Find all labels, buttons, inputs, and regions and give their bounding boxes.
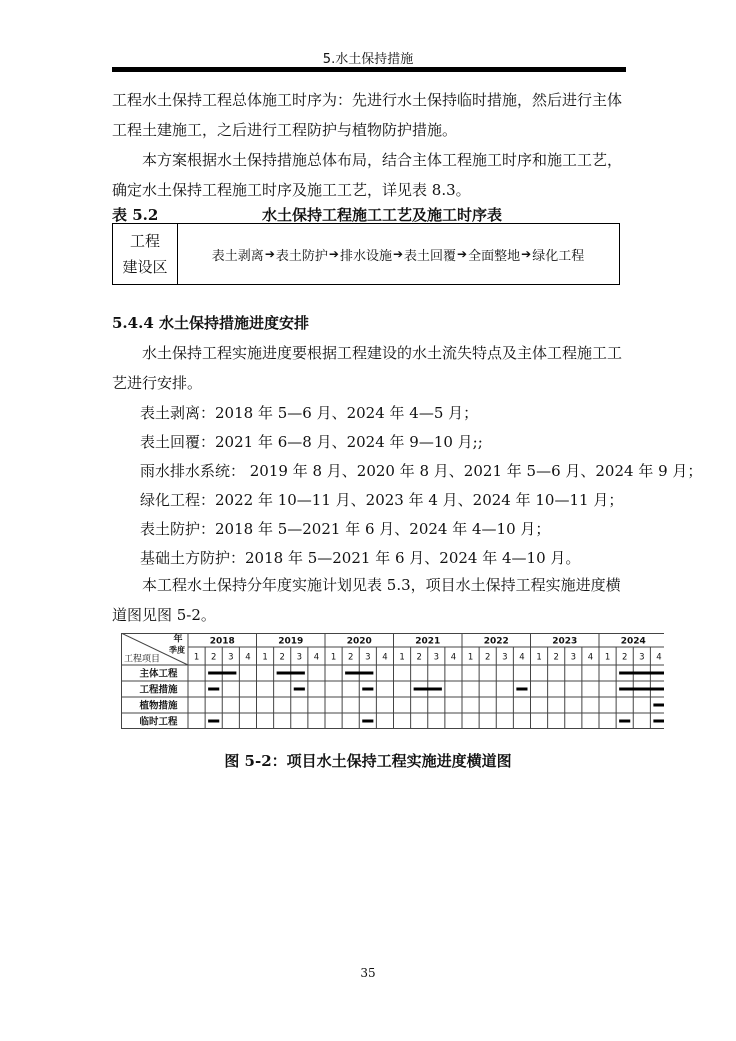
gantt-bar: [619, 672, 664, 675]
section-paragraph-2: 本工程水土保持分年度实施计划见表 5.3，项目水土保持工程实施进度横道图见图 5-2。: [112, 576, 621, 624]
figure-caption: 图 5-2：项目水土保持工程实施进度横道图: [224, 752, 512, 770]
gantt-quarter-label: 2: [210, 652, 217, 663]
gantt-year-label: 2021: [415, 636, 441, 647]
schedule-item: 雨水排水系统： 2019 年 8 月、2020 年 8 月、2021 年 5—6 月、2024 年 9 月；: [140, 462, 703, 480]
gantt-quarter-label: 4: [245, 652, 251, 663]
right-arrow-icon: ➔: [457, 247, 468, 261]
gantt-quarter-label: 2: [416, 652, 422, 663]
right-arrow-icon: ➔: [392, 247, 404, 261]
gantt-quarter-label: 3: [502, 652, 508, 663]
row-header-line-2: 建设区: [122, 258, 168, 276]
flow-step: 全面整地: [468, 248, 521, 264]
section-heading: 5.4.4 水土保持措施进度安排: [112, 314, 309, 332]
gantt-bar: [619, 688, 664, 691]
gantt-bar: [653, 704, 664, 707]
gantt-quarter-label: 2: [484, 652, 491, 663]
gantt-quarter-label: 2: [553, 652, 559, 663]
gantt-year-label: 2022: [483, 636, 509, 647]
gantt-corner-year-label: 年: [173, 634, 183, 645]
construction-sequence-table: [112, 223, 620, 285]
gantt-year-label: 2019: [278, 636, 304, 647]
gantt-bar: [653, 720, 664, 723]
gantt-quarter-label: 3: [570, 652, 577, 663]
gantt-bar: [294, 688, 305, 691]
schedule-item: 表土剥离：2018 年 5—6 月、2024 年 4—5 月；: [140, 404, 479, 422]
right-arrow-icon: ➔: [328, 247, 339, 261]
gantt-chart: [121, 633, 664, 737]
gantt-corner-quarter-label: 季度: [169, 645, 185, 655]
section-paragraph-1: 水土保持工程实施进度要根据工程建设的水土流失特点及主体工程施工工艺进行安排。: [112, 344, 623, 392]
flow-step: 表土剥离: [211, 248, 264, 264]
gantt-quarter-label: 4: [313, 652, 320, 663]
gantt-row-label: 工程措施: [139, 684, 178, 696]
gantt-row-label: 主体工程: [139, 668, 178, 680]
schedule-item: 绿化工程：2022 年 10—11 月、2023 年 4 月、2024 年 10—11 月；: [140, 491, 624, 509]
right-arrow-icon: ➔: [264, 247, 275, 261]
gantt-bar: [362, 688, 373, 691]
gantt-quarter-label: 4: [450, 652, 457, 663]
gantt-year-label: 2023: [552, 636, 578, 647]
gantt-quarter-label: 4: [382, 652, 388, 663]
gantt-bar: [414, 688, 442, 691]
gantt-bar: [362, 720, 373, 723]
gantt-bar: [208, 720, 219, 723]
running-header: 5.水土保持措施: [322, 52, 414, 67]
gantt-quarter-label: 3: [433, 652, 440, 663]
gantt-quarter-label: 1: [330, 652, 337, 663]
gantt-bar: [619, 720, 630, 723]
gantt-bar: [277, 672, 305, 675]
gantt-corner-item-label: 工程项目: [124, 654, 161, 665]
flow-step: 排水设施: [339, 248, 392, 264]
gantt-bar: [208, 688, 219, 691]
table-title: 水土保持工程施工工艺及施工时序表: [262, 206, 503, 224]
gantt-quarter-label: 1: [536, 652, 542, 663]
row-header-line-1: 工程: [129, 232, 160, 250]
gantt-bar: [516, 688, 527, 691]
gantt-quarter-label: 2: [621, 652, 628, 663]
gantt-row-label: 植物措施: [139, 700, 178, 712]
right-arrow-icon: ➔: [521, 247, 532, 261]
header-rule: [112, 67, 626, 72]
gantt-row-label: 临时工程: [139, 716, 178, 728]
gantt-year-label: 2020: [346, 636, 372, 647]
gantt-quarter-label: 1: [467, 652, 474, 663]
gantt-quarter-label: 2: [347, 652, 354, 663]
flow-step: 绿化工程: [532, 248, 585, 264]
flow-step: 表土防护: [275, 248, 328, 264]
gantt-quarter-label: 4: [519, 652, 525, 663]
gantt-quarter-label: 1: [262, 652, 268, 663]
intro-paragraph-1: 工程水土保持工程总体施工时序为：先进行水土保持临时措施，然后进行主体工程土建施工，之后进行工程防护与植物防护措施。: [112, 91, 623, 139]
gantt-quarter-label: 3: [365, 652, 371, 663]
schedule-item: 表土回覆：2021 年 6—8 月、2024 年 9—10 月;;: [140, 433, 483, 451]
schedule-item: 基础土方防护：2018 年 5—2021 年 6 月、2024 年 4—10 月。: [140, 549, 581, 567]
gantt-quarter-label: 1: [399, 652, 405, 663]
gantt-quarter-label: 1: [193, 652, 200, 663]
gantt-quarter-label: 4: [587, 652, 594, 663]
schedule-item: 表土防护：2018 年 5—2021 年 6 月、2024 年 4—10 月；: [140, 520, 551, 538]
intro-paragraph-2: 本方案根据水土保持措施总体布局，结合主体工程施工时序和施工工艺，确定水土保持工程施工时序及施工工艺，详见表 8.3。: [112, 151, 623, 199]
gantt-bar: [345, 672, 373, 675]
gantt-quarter-label: 2: [279, 652, 285, 663]
gantt-year-label: 2024: [620, 636, 646, 647]
gantt-quarter-label: 3: [228, 652, 234, 663]
gantt-year-label: 2018: [209, 636, 235, 647]
table-row-header: [113, 224, 178, 284]
table-number: 表 5.2: [112, 206, 159, 224]
gantt-quarter-label: 4: [656, 652, 662, 663]
gantt-quarter-label: 1: [604, 652, 611, 663]
gantt-bar: [208, 672, 236, 675]
gantt-quarter-label: 3: [639, 652, 645, 663]
page-number: 35: [360, 966, 376, 980]
flow-step: 表土回覆: [404, 248, 457, 264]
process-flow: [177, 224, 619, 284]
gantt-quarter-label: 3: [296, 652, 303, 663]
